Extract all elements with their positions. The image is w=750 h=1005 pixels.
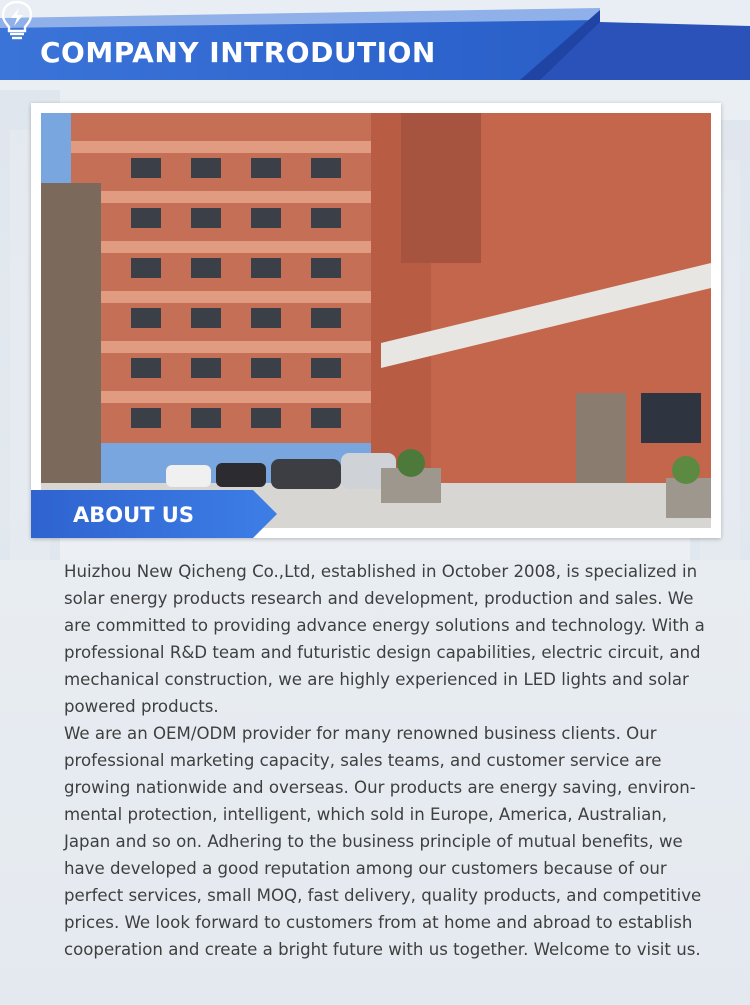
description-line: cooperation and create a bright future with us together. Welcome to visit us. (64, 940, 701, 959)
lightbulb-icon (0, 0, 34, 40)
description-line: solar energy products research and development, production and sales. We (64, 589, 694, 608)
description-line: growing nationwide and overseas. Our products are energy saving, environ- (64, 778, 696, 797)
description-line: prices. We look forward to customers from at home and abroad to establish (64, 913, 693, 932)
description-line: have developed a good reputation among our customers because of our (64, 859, 667, 878)
building-photo (41, 113, 711, 528)
photo-card (31, 103, 721, 538)
description-line: We are an OEM/ODM provider for many renowned business clients. Our (64, 724, 657, 743)
about-us-badge (31, 490, 277, 538)
description-line: mechanical construction, we are highly experienced in LED lights and solar (64, 670, 689, 689)
company-description (64, 558, 705, 963)
about-us-label: ABOUT US (73, 503, 194, 527)
description-line: professional marketing capacity, sales teams, and customer service are (64, 751, 662, 770)
description-line: are committed to providing advance energy solutions and technology. With a (64, 616, 705, 635)
description-line: professional R&D team and futuristic design capabilities, electric circuit, and (64, 643, 701, 662)
page-title: COMPANY INTRODUTION (40, 36, 436, 69)
description-line: Japan and so on. Adhering to the business principle of mutual benefits, we (64, 832, 683, 851)
description-line: powered products. (64, 697, 219, 716)
description-line: perfect services, small MOQ, fast delivery, quality products, and competitive (64, 886, 702, 905)
description-line: Huizhou New Qicheng Co.,Ltd, established in October 2008, is specialized in (64, 562, 698, 581)
description-line: mental protection, intelligent, which sold in Europe, America, Australian, (64, 805, 668, 824)
header-banner (0, 0, 750, 90)
